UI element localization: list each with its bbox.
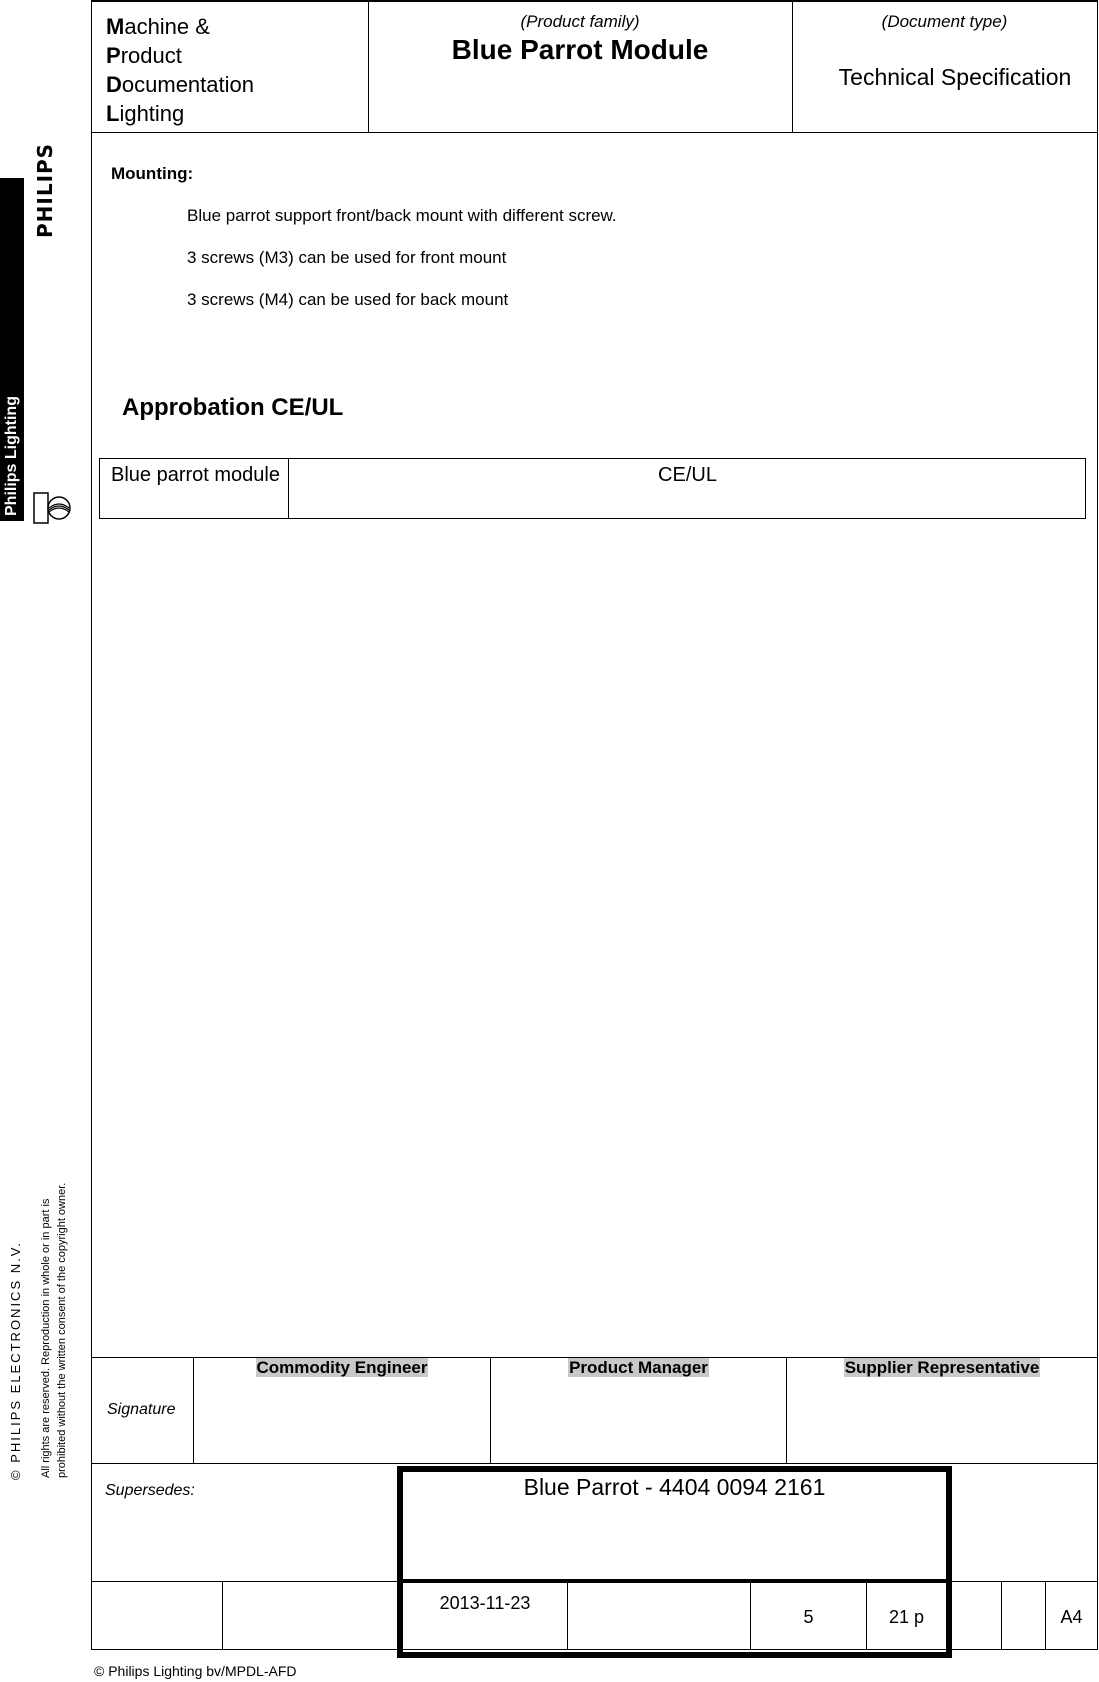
mounting-heading: Mounting: <box>111 164 194 183</box>
role-label: Commodity Engineer <box>256 1358 428 1377</box>
philips-wordmark: PHILIPS <box>33 142 57 238</box>
mpdl-title <box>106 12 254 128</box>
document-date: 2013-11-23 <box>439 1593 531 1613</box>
approbation-row-value: CE/UL <box>658 464 717 486</box>
rights-notice-line2: prohibited without the written consent of the copyright owner. <box>56 1182 68 1478</box>
rights-notice-line1: All rights are reserved. Reproduction in whole or in part is <box>40 1198 52 1478</box>
document-type-caption: (Document type) <box>881 12 1008 31</box>
header-bottom-border <box>91 132 1098 133</box>
copyright-vertical: © PHILIPS ELECTRONICS N.V. <box>8 1241 23 1480</box>
signature-bottom-border <box>91 1463 1098 1464</box>
role-label: Product Manager <box>569 1358 708 1377</box>
frame-right-border <box>1097 0 1098 1650</box>
mpdl-line: Product <box>106 43 182 68</box>
mounting-line: Blue parrot support front/back mount with different screw. <box>187 206 617 225</box>
document-id-box-divider <box>397 1579 952 1583</box>
signature-role-product-manager <box>491 1358 786 1378</box>
role-label: Supplier Representative <box>844 1358 1040 1377</box>
paper-format: A4 <box>1060 1607 1083 1627</box>
document-type-value: Technical Specification <box>838 64 1072 90</box>
page-number: 5 <box>803 1607 814 1627</box>
supersedes-label: Supersedes: <box>105 1482 195 1499</box>
signature-role-commodity-engineer <box>194 1358 490 1378</box>
mpdl-line: Lighting <box>106 101 185 126</box>
approbation-heading: Approbation CE/UL <box>122 394 344 421</box>
philips-shield-icon <box>33 490 71 526</box>
mpdl-line: Documentation <box>106 72 254 97</box>
signature-role-supplier-representative <box>787 1358 1097 1378</box>
signature-label: Signature <box>107 1401 176 1418</box>
frame-left-border <box>91 0 92 1650</box>
page-total: 21 p <box>888 1607 925 1627</box>
title-block-divider-e <box>1001 1581 1002 1650</box>
product-family-value: Blue Parrot Module <box>451 34 709 65</box>
mounting-line: 3 screws (M4) can be used for back mount <box>187 290 509 309</box>
frame-top-border <box>91 0 1098 2</box>
document-title: Blue Parrot - 4404 0094 2161 <box>523 1474 826 1500</box>
mounting-line: 3 screws (M3) can be used for front mount <box>187 248 507 267</box>
footer-copyright: © Philips Lighting bv/MPDL-AFD <box>94 1663 297 1679</box>
title-block-divider-a <box>222 1581 223 1650</box>
brand-label: Philips Lighting <box>3 396 20 516</box>
mpdl-line: Machine & <box>106 14 210 39</box>
product-family-caption: (Product family) <box>520 12 640 31</box>
approbation-row-label: Blue parrot module <box>111 464 280 486</box>
